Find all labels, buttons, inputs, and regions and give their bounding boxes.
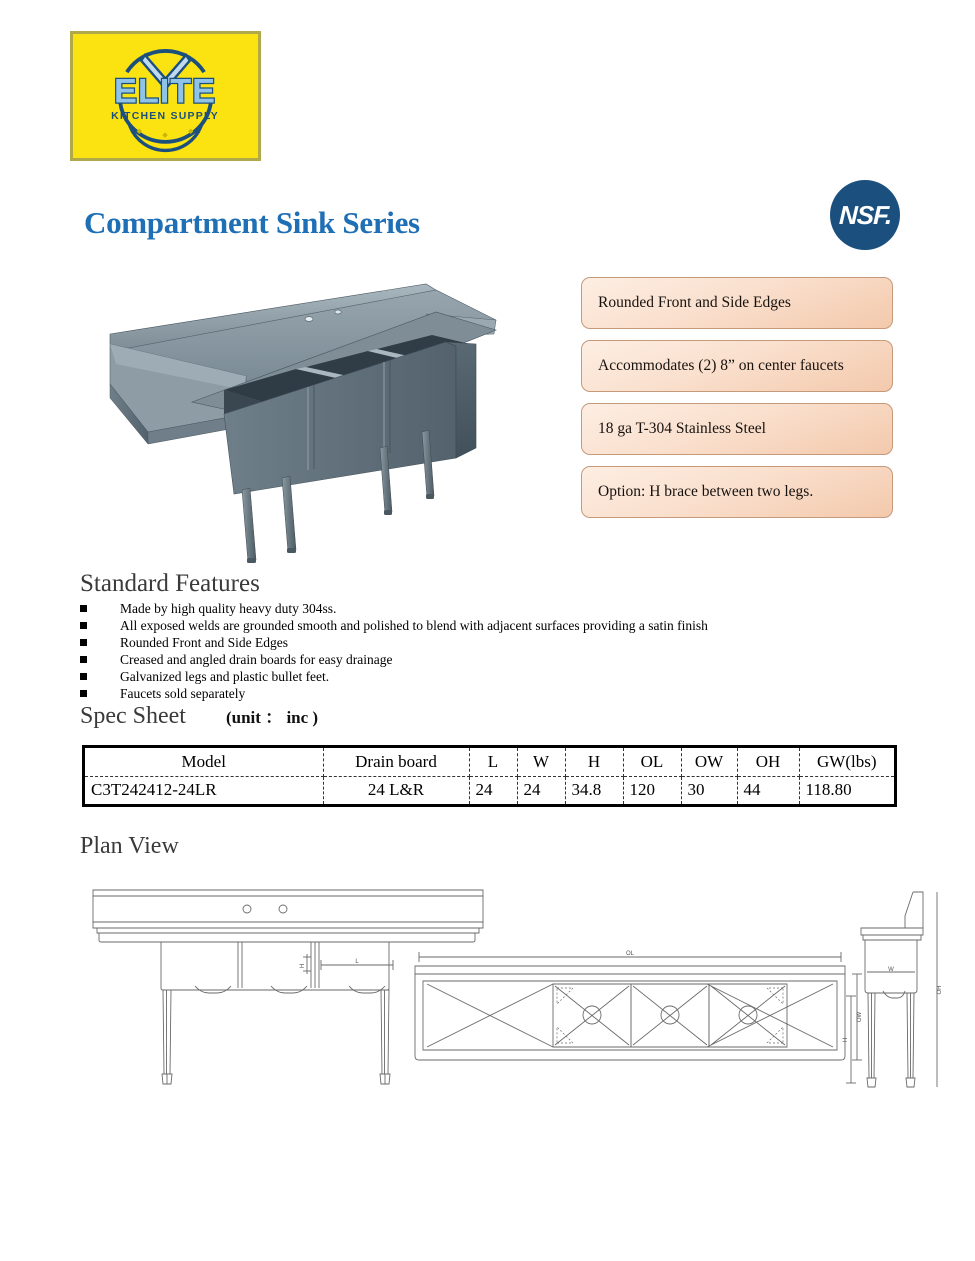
callout-box: [581, 340, 893, 392]
brand-logo: [70, 31, 261, 161]
plan-view-heading: Plan View: [80, 833, 179, 859]
column-header-ow: OW: [681, 748, 737, 776]
top-plan-view-drawing: [415, 952, 862, 1060]
feature-text: Made by high quality heavy duty 304ss.: [120, 601, 337, 616]
column-header-w: W: [517, 748, 565, 776]
cell-gw: 118.80: [805, 780, 852, 800]
table-header-row: [85, 748, 894, 776]
sink-illustration: [96, 272, 516, 562]
cell-l: 24: [469, 776, 517, 804]
feature-item: [80, 600, 820, 617]
standard-features-heading: Standard Features: [80, 570, 260, 597]
callout-text: Rounded Front and Side Edges: [598, 294, 791, 311]
callout-box: [581, 277, 893, 329]
elite-kitchen-supply-logo-graphic: [73, 34, 258, 158]
square-bullet-icon: [80, 605, 87, 612]
feature-text: All exposed welds are grounded smooth and polished to blend with adjacent surfaces providing a satin finish: [120, 618, 708, 633]
three-compartment-sink-photo: [96, 272, 516, 562]
table-row: [85, 776, 894, 804]
page-title: Compartment Sink Series: [84, 205, 420, 240]
column-header-ol: OL: [623, 748, 681, 776]
column-header-gw: GW(lbs): [799, 748, 894, 776]
feature-callout-list: [581, 277, 893, 529]
spec-sheet-title: Spec Sheet: [80, 703, 186, 729]
cell-ol: 120: [623, 776, 681, 804]
cell-oh: 44: [737, 776, 799, 804]
dimension-label-ol: OL: [625, 951, 635, 957]
spec-table: [82, 745, 897, 807]
callout-text: Accommodates (2) 8” on center faucets: [598, 357, 844, 374]
plan-view-drawings: [75, 878, 943, 1103]
feature-item: [80, 651, 820, 668]
spec-unit-note: (unit ： inc ): [225, 708, 319, 727]
cell-ow: 30: [681, 776, 737, 804]
technical-drawings: [75, 878, 943, 1103]
callout-text: Option: H brace between two legs.: [598, 483, 814, 500]
spec-sheet-heading: [80, 703, 318, 730]
square-bullet-icon: [80, 673, 87, 680]
callout-box: [581, 466, 893, 518]
standard-features-list: [80, 600, 820, 702]
callout-box: [581, 403, 893, 455]
front-elevation-drawing: [93, 890, 483, 1084]
dimension-label-h2: H: [843, 1037, 849, 1043]
square-bullet-icon: [80, 690, 87, 697]
svg-text:ELITE: ELITE: [113, 72, 217, 111]
column-header-drain-board: Drain board: [323, 748, 469, 776]
nsf-circle: [830, 180, 900, 250]
nsf-certification-badge: [830, 180, 900, 250]
cell-h: 34.8: [565, 776, 623, 804]
feature-text: Faucets sold separately: [120, 686, 246, 701]
square-bullet-icon: [80, 639, 87, 646]
column-header-model: Model: [85, 748, 323, 776]
feature-text: Galvanized legs and plastic bullet feet.: [120, 669, 330, 684]
dimension-label-l: L: [355, 959, 359, 965]
cell-w: 24: [517, 776, 565, 804]
square-bullet-icon: [80, 622, 87, 629]
dimension-label-h: H: [300, 963, 306, 969]
callout-text: 18 ga T-304 Stainless Steel: [598, 420, 766, 437]
cell-model: C3T242412-24LR: [85, 776, 323, 804]
dimension-label-oh: OH: [937, 985, 943, 995]
feature-item: [80, 685, 820, 702]
dimension-label-w: W: [888, 967, 894, 973]
column-header-l: L: [469, 748, 517, 776]
column-header-h: H: [565, 748, 623, 776]
feature-item: [80, 617, 820, 634]
svg-text:KITCHEN SUPPLY: KITCHEN SUPPLY: [111, 110, 219, 122]
cell-drain-board: 24 L&R: [323, 776, 469, 804]
dimension-label-ow: OW: [857, 1011, 863, 1023]
feature-item: [80, 668, 820, 685]
side-elevation-drawing: [846, 892, 937, 1087]
column-header-oh: OH: [737, 748, 799, 776]
nsf-label: NSF.: [838, 199, 892, 230]
square-bullet-icon: [80, 656, 87, 663]
feature-text: Creased and angled drain boards for easy drainage: [120, 652, 393, 667]
feature-item: [80, 634, 820, 651]
feature-text: Rounded Front and Side Edges: [120, 635, 288, 650]
